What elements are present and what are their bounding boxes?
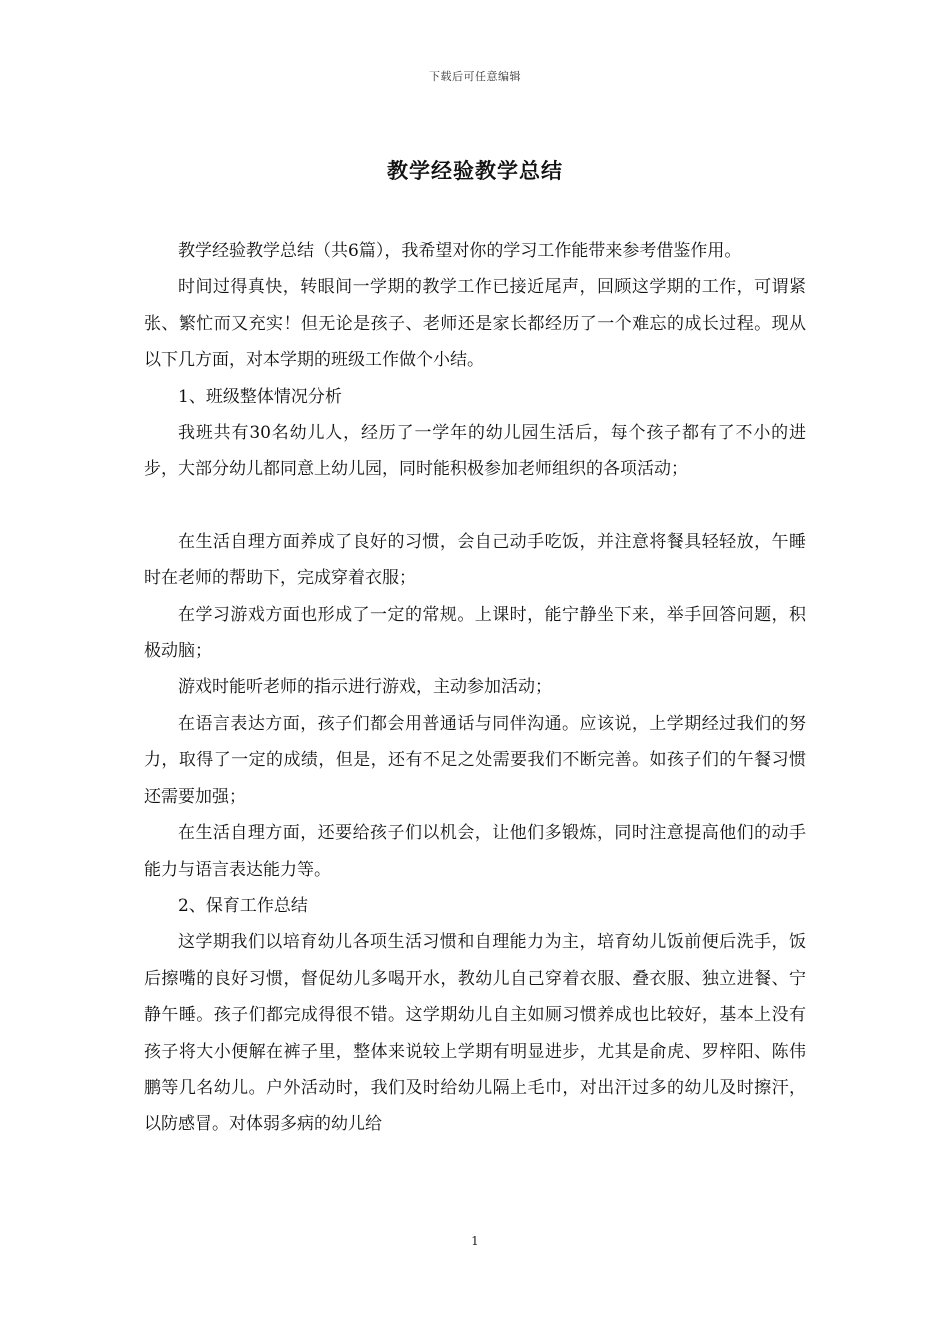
body-paragraph: 在生活自理方面养成了良好的习惯，会自己动手吃饭，并注意将餐具轻轻放，午睡时在老师的帮助下，完成穿着衣服； [144, 531, 806, 589]
body-paragraph: 我班共有30名幼儿人，经历了一学年的幼儿园生活后，每个孩子都有了不小的进步，大部分幼儿都同意上幼儿园，同时能积极参加老师组织的各项活动； [144, 423, 806, 480]
document-body [144, 233, 806, 1143]
document-title: 教学经验教学总结 [387, 158, 563, 183]
body-paragraph: 时间过得真快，转眼间一学期的教学工作已接近尾声，回顾这学期的工作，可谓紧张、繁忙而又充实！但无论是孩子、老师还是家长都经历了一个难忘的成长过程。现从以下几方面，对本学期的班级工作做个小结。 [144, 277, 806, 371]
body-paragraph: 在学习游戏方面也形成了一定的常规。上课时，能宁静坐下来，举手回答问题，积极动脑； [144, 604, 806, 662]
intro-paragraph: 教学经验教学总结（共6篇），我希望对你的学习工作能带来参考借鉴作用。 [178, 241, 742, 261]
page-number: 1 [471, 1234, 479, 1248]
body-paragraph: 这学期我们以培育幼儿各项生活习惯和自理能力为主，培育幼儿饭前便后洗手，饭后擦嘴的良好习惯，督促幼儿多喝开水，教幼儿自己穿着衣服、叠衣服、独立进餐、宁静午睡。孩子们都完成得很不错。这学期幼儿自主如厕习惯养成也比较好，基本上没有孩子将大小便解在裤子里，整体来说较上学期有明显进步，尤其是俞虎、罗梓阳、陈伟鹏等几名幼儿。户外活动时，我们及时给幼儿隔上毛巾，对出汗过多的幼儿及时擦汗，以防感冒。对体弱多病的幼儿给 [144, 932, 806, 1135]
section-heading: 1、班级整体情况分析 [178, 386, 342, 407]
body-paragraph: 在生活自理方面，还要给孩子们以机会，让他们多锻炼，同时注意提高他们的动手能力与语言表达能力等。 [144, 823, 806, 880]
body-paragraph: 游戏时能听老师的指示进行游戏，主动参加活动； [178, 677, 552, 698]
section-heading: 2、保育工作总结 [178, 895, 308, 916]
body-paragraph: 在语言表达方面，孩子们都会用普通话与同伴沟通。应该说，上学期经过我们的努力，取得了一定的成绩，但是，还有不足之处需要我们不断完善。如孩子们的午餐习惯还需要加强； [144, 713, 806, 807]
page-header-note: 下载后可任意编辑 [429, 70, 521, 83]
